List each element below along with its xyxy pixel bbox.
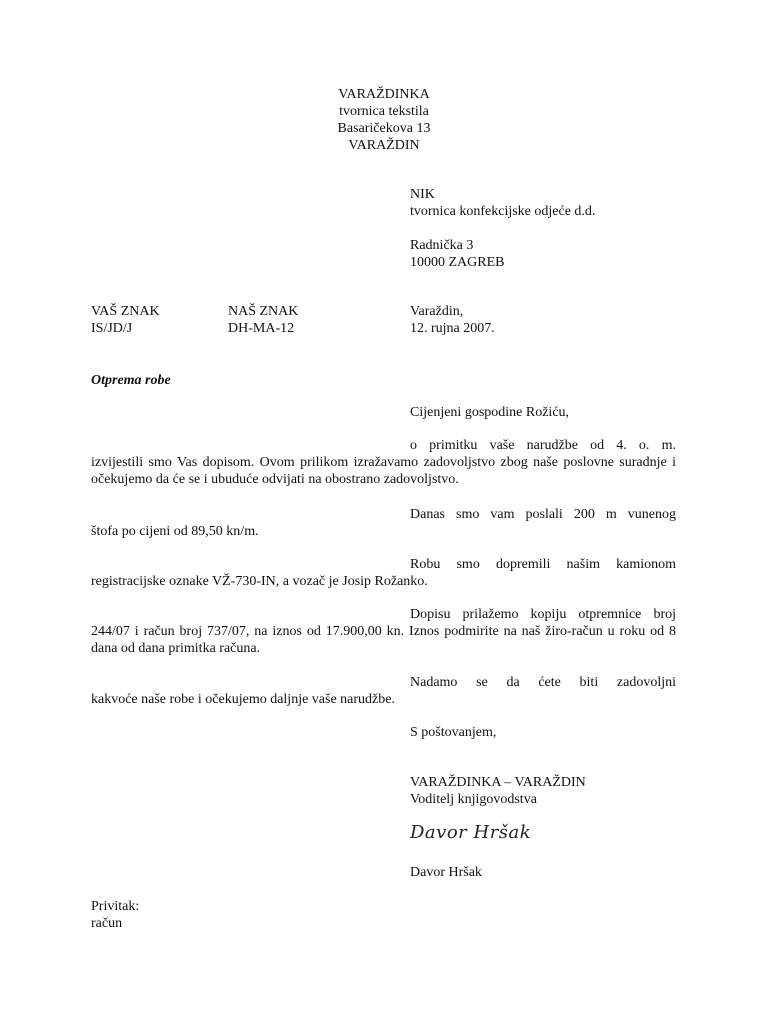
body-paragraph-4 [91, 606, 676, 657]
recipient-address [410, 186, 595, 271]
our-mark [228, 303, 298, 337]
paragraph-3-lead: Robu smo dopremili našim kamionom [410, 557, 676, 572]
sender-address [0, 86, 768, 154]
sender-name: VARAŽDINKA [338, 87, 430, 102]
paragraph-3-text: registracijske oznake VŽ-730-IN, a vozač je Josip Rožanko. [91, 574, 428, 589]
your-mark-label: VAŠ ZNAK [91, 304, 160, 319]
signature-company: VARAŽDINKA – VARAŽDIN [410, 775, 586, 790]
signer-name: Davor Hršak [410, 865, 482, 880]
recipient-street: Radnička 3 [410, 238, 474, 253]
signature-role: Voditelj knjigovodstva [410, 792, 537, 807]
attachment-item: račun [91, 916, 123, 931]
paragraph-1-lead: o primitku vaše narudžbe od 4. o. m. [410, 438, 676, 453]
paragraph-5-lead: Nadamo se da ćete biti zadovoljni [410, 675, 676, 690]
attachment-label: Privitak: [91, 899, 140, 914]
your-mark-value: IS/JD/J [91, 321, 133, 336]
date: 12. rujna 2007. [410, 321, 495, 336]
sender-type: tvornica tekstila [339, 104, 429, 119]
sender-street: Basaričekova 13 [337, 121, 431, 136]
subject-line: Otprema robe [91, 373, 171, 388]
our-mark-value: DH-MA-12 [228, 321, 295, 336]
paragraph-2-text: štofa po cijeni od 89,50 kn/m. [91, 524, 259, 539]
salutation: Cijenjeni gospodine Rožiću, [410, 405, 570, 420]
recipient-name: NIK [410, 187, 435, 202]
paragraph-2-lead: Danas smo vam poslali 200 m vunenog [410, 507, 676, 522]
body-paragraph-1 [91, 437, 676, 488]
paragraph-4-lead: Dopisu prilažemo kopiju otpremnice broj [410, 607, 676, 622]
your-mark [91, 303, 160, 337]
paragraph-4-text: 244/07 i račun broj 737/07, na iznos od 17.900,00 kn. Iznos podmirite na naš žiro-račun u roku od 8 dana od dana primitka računa. [91, 624, 676, 656]
body-paragraph-2 [91, 506, 676, 540]
our-mark-label: NAŠ ZNAK [228, 304, 299, 319]
place-date [410, 303, 495, 337]
recipient-type: tvornica konfekcijske odjeće d.d. [410, 204, 596, 219]
body-paragraph-3 [91, 556, 676, 590]
recipient-city: 10000 ZAGREB [410, 255, 505, 270]
paragraph-5-text: kakvoće naše robe i očekujemo daljnje vaše narudžbe. [91, 692, 395, 707]
paragraph-1-text: izvijestili smo Vas dopisom. Ovom prilikom izražavamo zadovoljstvo zbog naše poslovne suradnje i očekujemo da će se i ubuduće odvijati na obostrano zadovoljstvo. [91, 455, 676, 487]
sender-city: VARAŽDIN [348, 138, 420, 153]
handwritten-signature: Davor Hršak [410, 822, 532, 843]
place: Varaždin, [410, 304, 464, 319]
body-paragraph-5 [91, 674, 676, 708]
closing-phrase: S poštovanjem, [410, 725, 497, 740]
